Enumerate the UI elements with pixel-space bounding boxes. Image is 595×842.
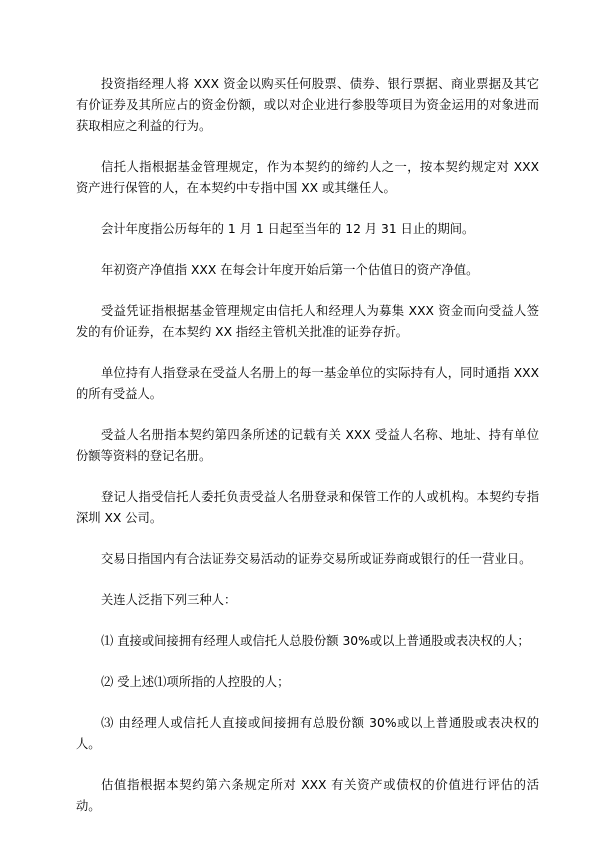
paragraph-beneficiary-register-definition: 受益人名册指本契约第四条所述的记载有关 XXX 受益人名称、地址、持有单位份额等资料的登记名册。 (76, 428, 539, 463)
paragraph-beneficiary-certificate-definition: 受益凭证指根据基金管理规定由信托人和经理人为募集 XXX 资金而向受益人签发的有价证券，在本契约 XX 指经主管机关批准的证券存折。 (76, 304, 539, 339)
paragraph-trading-day-definition: 交易日指国内有合法证券交易活动的证券交易所或证券商或银行的任一营业日。 (101, 552, 532, 566)
paragraph-related-party-intro: 关连人泛指下列三种人： (101, 593, 237, 607)
paragraph-trustee-definition: 信托人指根据基金管理规定，作为本契约的缔约人之一，按本契约规定对 XXX 资产进行保管的人，在本契约中专指中国 XX 或其继任人。 (76, 160, 539, 195)
paragraph-related-party-item-1: ⑴ 直接或间接拥有经理人或信托人总股份额 30%或以上普通股或表决权的人； (101, 634, 530, 648)
paragraph-investment-definition: 投资指经理人将 XXX 资金以购买任何股票、债券、银行票据、商业票据及其它有价证券及其所应占的资金份额，或以对企业进行参股等项目为资金运用的对象进而获取相应之利益的行为。 (76, 77, 539, 133)
paragraph-valuation-definition: 估值指根据本契约第六条规定所对 XXX 有关资产或债权的价值进行评估的活动。 (76, 778, 539, 813)
paragraph-opening-net-asset-definition: 年初资产净值指 XXX 在每会计年度开始后第一个估值日的资产净值。 (101, 263, 479, 277)
paragraph-registrar-definition: 登记人指受信托人委托负责受益人名册登录和保管工作的人或机构。本契约专指深圳 XX 公司。 (76, 490, 539, 525)
paragraph-related-party-item-2: ⑵ 受上述⑴项所指的人控股的人； (101, 675, 290, 689)
paragraph-related-party-item-3: ⑶ 由经理人或信托人直接或间接拥有总股份额 30%或以上普通股或表决权的人。 (76, 716, 539, 751)
paragraph-fiscal-year-definition: 会计年度指公历每年的 1 月 1 日起至当年的 12 月 31 日止的期间。 (101, 222, 475, 236)
paragraph-unit-holder-definition: 单位持有人指登录在受益人名册上的每一基金单位的实际持有人，同时通指 XXX 的所有受益人。 (76, 366, 539, 401)
